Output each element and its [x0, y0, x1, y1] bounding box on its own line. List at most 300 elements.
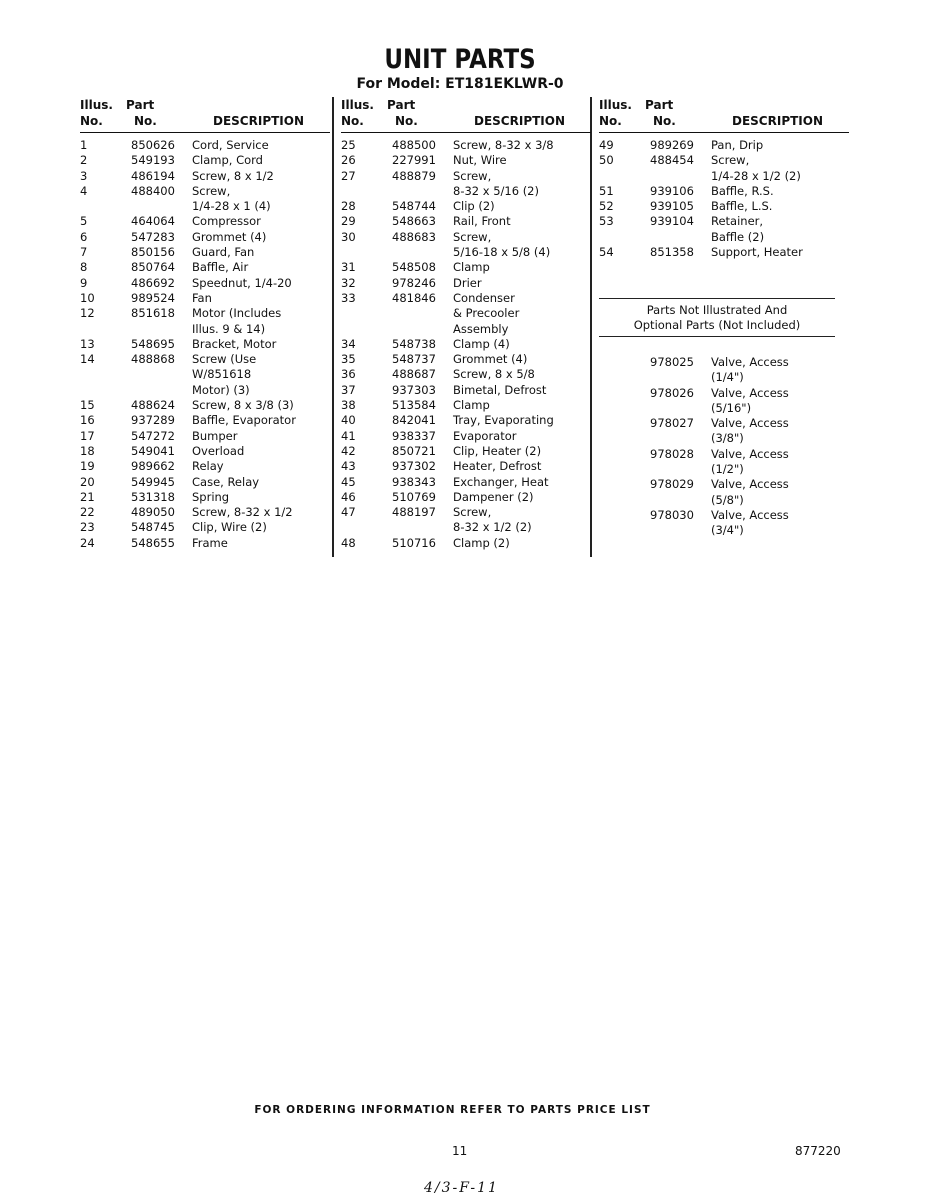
part-description: Valve, Access — [711, 446, 789, 461]
column-header — [80, 98, 330, 133]
row-line — [341, 520, 591, 535]
row-line — [341, 153, 591, 168]
part-row — [80, 306, 330, 337]
part-description: Clamp, Cord — [192, 153, 263, 168]
part-description: Grommet (4) — [453, 352, 528, 367]
part-number: 513584 — [392, 398, 436, 413]
part-description: Clip, Heater (2) — [453, 443, 542, 458]
part-row — [341, 444, 591, 459]
row-line — [599, 214, 849, 229]
illus-number: 32 — [341, 275, 356, 290]
part-description: Baffle, R.S. — [711, 183, 774, 198]
part-row — [599, 355, 849, 386]
part-row — [341, 138, 591, 153]
part-number: 547272 — [131, 428, 175, 443]
part-row — [341, 383, 591, 398]
part-row — [80, 291, 330, 306]
part-number: 549041 — [131, 443, 175, 458]
row-line — [341, 459, 591, 474]
row-line — [341, 169, 591, 184]
row-line — [80, 291, 330, 306]
part-description: Motor (Includes — [192, 306, 282, 321]
optional-heading-line: Parts Not Illustrated And — [646, 303, 788, 317]
part-row — [341, 398, 591, 413]
description-header: DESCRIPTION — [474, 114, 566, 128]
row-line — [80, 505, 330, 520]
row-line — [599, 401, 849, 416]
illus-number: 36 — [341, 367, 356, 382]
part-row — [80, 260, 330, 275]
part-row — [599, 214, 849, 245]
part-number: 978028 — [650, 446, 694, 461]
illus-number: 8 — [80, 260, 88, 275]
part-row — [599, 508, 849, 539]
part-description: Clamp (4) — [453, 336, 510, 351]
part-number: 548737 — [392, 352, 436, 367]
part-number: 850764 — [131, 260, 175, 275]
part-number: 937303 — [392, 382, 436, 397]
illus-number: 54 — [599, 245, 614, 260]
row-line — [80, 490, 330, 505]
row-line — [599, 508, 849, 523]
part-description: Exchanger, Heat — [453, 474, 549, 489]
row-line — [80, 444, 330, 459]
illus-number: 46 — [341, 489, 356, 504]
part-description: Bumper — [192, 428, 238, 443]
part-number: 464064 — [131, 214, 175, 229]
part-row — [80, 398, 330, 413]
illus-number: 28 — [341, 199, 356, 214]
row-line — [599, 230, 849, 245]
part-header: No. — [395, 114, 418, 128]
part-description: Screw, 8 x 5/8 — [453, 367, 535, 382]
row-line — [80, 322, 330, 337]
part-description: Assembly — [453, 321, 509, 336]
part-description: (5/16") — [711, 400, 752, 415]
part-number: 548695 — [131, 336, 175, 351]
row-line — [599, 386, 849, 401]
row-line — [599, 169, 849, 184]
part-header: Part — [387, 98, 416, 112]
part-row — [341, 459, 591, 474]
row-line — [599, 477, 849, 492]
illus-number: 40 — [341, 413, 356, 428]
part-number: 978026 — [650, 385, 694, 400]
illus-number: 26 — [341, 153, 356, 168]
illus-number: 38 — [341, 398, 356, 413]
illus-number: 3 — [80, 168, 88, 183]
part-row — [599, 199, 849, 214]
part-description: Clamp (2) — [453, 535, 510, 550]
row-line — [341, 429, 591, 444]
part-description: Valve, Access — [711, 507, 789, 522]
part-description: Screw, — [453, 168, 492, 183]
description-header: DESCRIPTION — [732, 114, 824, 128]
illus-number: 20 — [80, 474, 95, 489]
part-row — [80, 245, 330, 260]
part-row — [80, 138, 330, 153]
part-number: 488400 — [131, 183, 175, 198]
part-description: Baffle (2) — [711, 229, 765, 244]
row-line — [80, 138, 330, 153]
row-line — [341, 367, 591, 382]
part-description: Screw, 8-32 x 1/2 — [192, 505, 293, 520]
part-description: Retainer, — [711, 214, 764, 229]
part-number: 548744 — [392, 199, 436, 214]
row-line — [341, 138, 591, 153]
row-line — [599, 138, 849, 153]
illus-header: No. — [80, 114, 103, 128]
part-row — [341, 291, 591, 337]
part-row — [341, 490, 591, 505]
row-line — [80, 184, 330, 199]
part-description: Dampener (2) — [453, 489, 534, 504]
part-number: 989524 — [131, 290, 175, 305]
part-number: 548655 — [131, 535, 175, 550]
parts-column-3 — [599, 98, 849, 260]
part-number: 548508 — [392, 260, 436, 275]
row-line — [80, 413, 330, 428]
part-row — [341, 230, 591, 261]
illus-number: 23 — [80, 520, 95, 535]
parts-column-2 — [341, 98, 591, 551]
row-line — [341, 505, 591, 520]
part-description: (1/2") — [711, 462, 744, 477]
part-description: Support, Heater — [711, 245, 803, 260]
part-number: 481846 — [392, 290, 436, 305]
part-description: 8-32 x 5/16 (2) — [453, 183, 539, 198]
part-header: Part — [645, 98, 674, 112]
part-number: 850626 — [131, 138, 175, 152]
part-number: 978030 — [650, 507, 694, 522]
column-divider — [332, 97, 334, 557]
illus-number: 33 — [341, 290, 356, 305]
illus-number: 31 — [341, 260, 356, 275]
row-line — [80, 398, 330, 413]
illus-number: 4 — [80, 183, 88, 198]
row-line — [341, 475, 591, 490]
part-description: Valve, Access — [711, 477, 789, 492]
row-line — [599, 370, 849, 385]
part-header: Part — [126, 98, 155, 112]
part-row — [341, 337, 591, 352]
row-line — [341, 444, 591, 459]
part-number: 851618 — [131, 306, 175, 321]
illus-number: 27 — [341, 168, 356, 183]
illus-number: 12 — [80, 306, 95, 321]
illus-number: 19 — [80, 459, 95, 474]
part-description: 1/4-28 x 1 (4) — [192, 199, 271, 214]
part-row — [341, 475, 591, 490]
part-row — [80, 536, 330, 551]
row-line — [599, 199, 849, 214]
row-line — [80, 153, 330, 168]
part-row — [599, 447, 849, 478]
part-description: Heater, Defrost — [453, 459, 542, 474]
row-line — [80, 214, 330, 229]
row-line — [80, 536, 330, 551]
part-description: Bracket, Motor — [192, 336, 277, 351]
part-number: 488500 — [392, 138, 436, 152]
illus-number: 25 — [341, 138, 356, 152]
part-row — [341, 169, 591, 200]
description-header: DESCRIPTION — [213, 114, 305, 128]
row-line — [80, 475, 330, 490]
part-number: 488879 — [392, 168, 436, 183]
part-number: 978029 — [650, 477, 694, 492]
part-number: 549193 — [131, 153, 175, 168]
part-row — [80, 214, 330, 229]
part-row — [599, 416, 849, 447]
row-line — [80, 230, 330, 245]
part-row — [341, 153, 591, 168]
part-number: 547283 — [131, 229, 175, 244]
illus-header: Illus. — [80, 98, 113, 112]
part-description: Tray, Evaporating — [453, 413, 554, 428]
part-description: Valve, Access — [711, 355, 789, 369]
part-row — [80, 352, 330, 398]
part-row — [80, 459, 330, 474]
row-line — [341, 245, 591, 260]
row-line — [341, 322, 591, 337]
part-description: Frame — [192, 535, 228, 550]
part-row — [80, 230, 330, 245]
part-number: 842041 — [392, 413, 436, 428]
part-number: 978246 — [392, 275, 436, 290]
row-line — [341, 230, 591, 245]
part-row — [80, 429, 330, 444]
part-row — [80, 413, 330, 428]
part-row — [599, 245, 849, 260]
illus-number: 5 — [80, 214, 88, 229]
part-description: Screw, — [453, 505, 492, 520]
illus-number: 14 — [80, 352, 95, 367]
part-description: (5/8") — [711, 492, 744, 507]
part-number: 531318 — [131, 489, 175, 504]
part-number: 488687 — [392, 367, 436, 382]
part-row — [80, 475, 330, 490]
parts-column-1 — [80, 98, 330, 551]
part-row — [80, 153, 330, 168]
part-description: Motor) (3) — [192, 382, 250, 397]
part-number: 937289 — [131, 413, 175, 428]
row-line — [341, 184, 591, 199]
row-line — [341, 383, 591, 398]
part-number: 486692 — [131, 275, 175, 290]
part-description: Spring — [192, 489, 230, 504]
part-number: 978025 — [650, 355, 694, 369]
part-description: Rail, Front — [453, 214, 511, 229]
illus-number: 29 — [341, 214, 356, 229]
page-number: 11 — [452, 1144, 468, 1158]
part-row — [341, 260, 591, 275]
part-number: 488624 — [131, 398, 175, 413]
part-description: Cord, Service — [192, 138, 269, 152]
illus-number: 50 — [599, 153, 614, 168]
part-row — [80, 444, 330, 459]
illus-number: 18 — [80, 443, 95, 458]
part-number: 548745 — [131, 520, 175, 535]
illus-number: 1 — [80, 138, 88, 152]
part-row — [341, 367, 591, 382]
part-description: Fan — [192, 290, 212, 305]
part-description: Screw, 8 x 1/2 — [192, 168, 274, 183]
optional-parts-heading — [599, 298, 835, 337]
part-number: 489050 — [131, 505, 175, 520]
part-description: Bimetal, Defrost — [453, 382, 547, 397]
row-line — [341, 337, 591, 352]
part-description: Clamp — [453, 260, 490, 275]
part-description: Condenser — [453, 290, 515, 305]
part-description: 1/4-28 x 1/2 (2) — [711, 168, 801, 183]
row-line — [341, 199, 591, 214]
row-line — [80, 383, 330, 398]
part-row — [80, 276, 330, 291]
part-header: No. — [653, 114, 676, 128]
row-line — [80, 367, 330, 382]
optional-heading-line: Optional Parts (Not Included) — [633, 318, 801, 333]
part-description: Clip, Wire (2) — [192, 520, 267, 535]
part-row — [341, 199, 591, 214]
part-number: 938337 — [392, 428, 436, 443]
row-line — [80, 169, 330, 184]
column-header — [599, 98, 849, 133]
part-description: Baffle, L.S. — [711, 199, 773, 214]
part-description: Screw, — [192, 183, 231, 198]
illus-header: Illus. — [341, 98, 374, 112]
part-number: 850721 — [392, 443, 436, 458]
part-number: 548663 — [392, 214, 436, 229]
illus-number: 24 — [80, 535, 95, 550]
part-number: 939104 — [650, 214, 694, 229]
part-number: 938343 — [392, 474, 436, 489]
part-description: W/851618 — [192, 367, 252, 382]
part-description: Screw, 8 x 3/8 (3) — [192, 398, 294, 413]
illus-number: 2 — [80, 153, 88, 168]
part-number: 488683 — [392, 229, 436, 244]
part-description: Illus. 9 & 14) — [192, 321, 266, 336]
row-line — [341, 291, 591, 306]
part-description: Baffle, Air — [192, 260, 249, 275]
row-line — [341, 260, 591, 275]
part-description: & Precooler — [453, 306, 520, 321]
illus-number: 53 — [599, 214, 614, 229]
row-line — [341, 490, 591, 505]
illus-number: 13 — [80, 336, 95, 351]
illus-number: 16 — [80, 413, 95, 428]
row-line — [599, 355, 849, 370]
part-description: Speednut, 1/4-20 — [192, 275, 292, 290]
illus-number: 21 — [80, 489, 95, 504]
part-number: 548738 — [392, 336, 436, 351]
part-description: Screw, 8-32 x 3/8 — [453, 138, 554, 152]
handwritten-note: 4/3-F-11 — [424, 1180, 499, 1196]
part-number: 978027 — [650, 416, 694, 431]
part-description: Baffle, Evaporator — [192, 413, 296, 428]
part-row — [80, 169, 330, 184]
illus-number: 10 — [80, 290, 95, 305]
part-row — [80, 184, 330, 215]
part-row — [80, 505, 330, 520]
row-line — [80, 337, 330, 352]
row-line — [599, 184, 849, 199]
part-number: 488197 — [392, 505, 436, 520]
row-line — [599, 462, 849, 477]
row-line — [80, 459, 330, 474]
part-description: Compressor — [192, 214, 261, 229]
part-number: 510716 — [392, 535, 436, 550]
illus-header: No. — [341, 114, 364, 128]
row-line — [599, 431, 849, 446]
part-number: 989662 — [131, 459, 175, 474]
row-line — [599, 153, 849, 168]
part-number: 486194 — [131, 168, 175, 183]
row-line — [341, 398, 591, 413]
part-row — [80, 337, 330, 352]
part-row — [599, 184, 849, 199]
illus-number: 51 — [599, 183, 614, 198]
row-line — [80, 306, 330, 321]
illus-number: 48 — [341, 535, 356, 550]
part-description: Screw, — [453, 229, 492, 244]
page-title: UNIT PARTS — [384, 44, 536, 75]
illus-number: 22 — [80, 505, 95, 520]
part-number: 850156 — [131, 245, 175, 260]
part-row — [80, 490, 330, 505]
row-line — [599, 416, 849, 431]
part-description: Valve, Access — [711, 385, 789, 400]
part-row — [341, 352, 591, 367]
part-description: Drier — [453, 275, 482, 290]
illus-number: 17 — [80, 428, 95, 443]
part-number: 488454 — [650, 153, 694, 168]
part-number: 227991 — [392, 153, 436, 168]
part-description: Pan, Drip — [711, 138, 764, 152]
row-line — [599, 245, 849, 260]
row-line — [341, 214, 591, 229]
part-description: Screw, — [711, 153, 750, 168]
part-description: (3/4") — [711, 523, 744, 538]
part-description: Grommet (4) — [192, 229, 267, 244]
part-header: No. — [134, 114, 157, 128]
part-description: (3/8") — [711, 431, 744, 446]
part-description: Nut, Wire — [453, 153, 507, 168]
illus-number: 30 — [341, 229, 356, 244]
part-number: 939105 — [650, 199, 694, 214]
part-description: (1/4") — [711, 370, 744, 385]
row-line — [341, 536, 591, 551]
row-line — [80, 245, 330, 260]
illus-number: 47 — [341, 505, 356, 520]
model-subtitle: For Model: ET181EKLWR-0 — [356, 76, 564, 92]
part-description: Case, Relay — [192, 474, 260, 489]
part-description: Relay — [192, 459, 224, 474]
optional-parts-list — [599, 355, 849, 539]
illus-number: 52 — [599, 199, 614, 214]
illus-header: No. — [599, 114, 622, 128]
part-row — [341, 536, 591, 551]
row-line — [599, 447, 849, 462]
column-header — [341, 98, 591, 133]
row-line — [80, 276, 330, 291]
row-line — [80, 429, 330, 444]
illus-header: Illus. — [599, 98, 632, 112]
illus-number: 34 — [341, 336, 356, 351]
part-description: Clip (2) — [453, 199, 495, 214]
part-row — [341, 276, 591, 291]
part-description: Overload — [192, 443, 245, 458]
part-row — [599, 138, 849, 153]
